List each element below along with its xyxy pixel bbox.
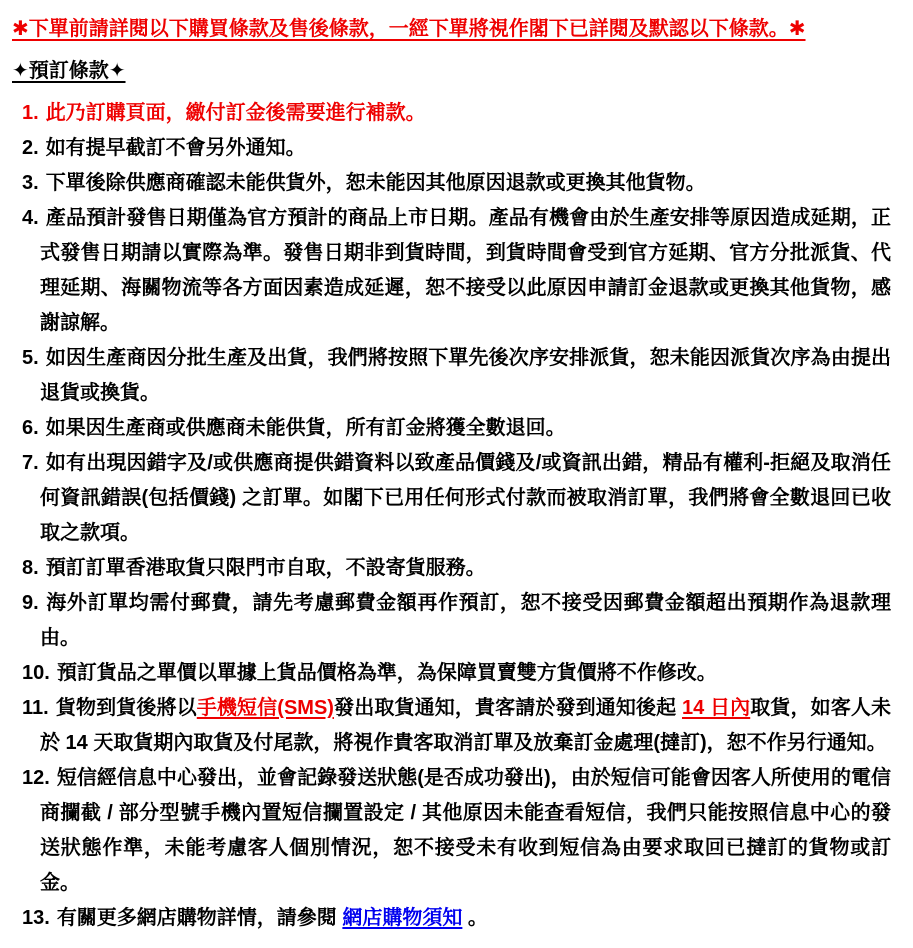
term-item-11 (12, 691, 891, 761)
item-number: 2. (22, 137, 39, 159)
sms-notice-highlight: 手機短信(SMS) (196, 697, 334, 719)
item-text-mid: 發出取貨通知，貴客請於發到通知後起 (333, 697, 683, 719)
item-text-pre: 貨物到貨後將以 (55, 697, 197, 719)
item-text: 下單後除供應商確認未能供貨外，恕未能因其他原因退款或更換其他貨物。 (45, 172, 706, 194)
item-number: 9. (22, 592, 39, 614)
item-number: 6. (22, 417, 39, 439)
term-item-3 (12, 166, 891, 201)
item-text: 如因生產商因分批生產及出貨，我們將按照下單先後次序安排派貨，恕未能因派貨次序為由提出退貨或換貨。 (40, 347, 891, 404)
term-item-1 (12, 96, 891, 131)
item-number: 3. (22, 172, 39, 194)
item-text: 預訂訂單香港取貨只限門市自取，不設寄貨服務。 (45, 557, 486, 579)
term-item-4 (12, 201, 891, 341)
preorder-terms-title: ✦預訂條款✦ (12, 60, 126, 82)
item-text: 海外訂單均需付郵費，請先考慮郵費金額再作預訂，恕不接受因郵費金額超出預期作為退款理由。 (40, 592, 891, 649)
item-number: 12. (22, 767, 50, 789)
item-text: 此乃訂購頁面，繳付訂金後需要進行補款。 (45, 102, 426, 124)
purchase-notice-header (12, 12, 891, 47)
item-text: 如果因生產商或供應商未能供貨，所有訂金將獲全數退回。 (45, 417, 566, 439)
terms-list (12, 96, 891, 936)
term-item-12 (12, 761, 891, 901)
term-item-2 (12, 131, 891, 166)
term-item-7 (12, 446, 891, 551)
item-number: 11. (22, 697, 49, 719)
item-number: 7. (22, 452, 39, 474)
item-text: 產品預計發售日期僅為官方預計的商品上市日期。產品有機會由於生產安排等原因造成延期，正式發售日期請以實際為準。發售日期非到貨時間，到貨時間會受到官方延期、官方分批派貨、代理延期、海關物流等各方面因素造成延遲，恕不接受以此原因申請訂金退款或更換其他貨物，感謝諒解。 (40, 207, 891, 334)
pickup-days-highlight: 14 日內 (682, 697, 751, 719)
item-text: 如有提早截訂不會另外通知。 (45, 137, 306, 159)
item-number: 5. (22, 347, 39, 369)
preorder-terms-page (12, 12, 891, 936)
term-item-5 (12, 341, 891, 411)
term-item-9 (12, 586, 891, 656)
item-number: 4. (22, 207, 39, 229)
term-item-10 (12, 656, 891, 691)
item-number: 10. (22, 662, 50, 684)
item-text-post: 。 (462, 907, 488, 929)
item-text: 短信經信息中心發出，並會記錄發送狀態(是否成功發出)，由於短信可能會因客人所使用的電信商攔截 / 部分型號手機內置短信攔置設定 / 其他原因未能查看短信，我們只能按照信息中心的發送狀態作準，未能考慮客人個別情況，恕不接受未有收到短信為由要求取回已撻訂的貨物或訂金。 (40, 767, 891, 894)
section-title-row (12, 54, 891, 89)
item-text-post: 取貨，如客人未於 14 天取貨期內取貨及付尾款，將視作貴客取消訂單及放棄訂金處理(撻訂)，恕不作另行通知。 (40, 697, 892, 754)
item-text-pre: 有關更多網店購物詳情，請參閱 (56, 907, 343, 929)
item-text: 預訂貨品之單價以單據上貨品價格為準，為保障買賣雙方貨價將不作修改。 (56, 662, 717, 684)
purchase-notice-text: ✱下單前請詳閱以下購買條款及售後條款，一經下單將視作閣下已詳閱及默認以下條款。✱ (12, 18, 806, 40)
shop-guide-link[interactable]: 網店購物須知 (342, 907, 463, 929)
item-number: 8. (22, 557, 39, 579)
term-item-6 (12, 411, 891, 446)
term-item-13 (12, 901, 891, 936)
item-number: 13. (22, 907, 50, 929)
term-item-8 (12, 551, 891, 586)
item-number: 1. (22, 102, 39, 124)
item-text: 如有出現因錯字及/或供應商提供錯資料以致產品價錢及/或資訊出錯，精品有權利-拒絕及取消任何資訊錯誤(包括價錢) 之訂單。如閣下已用任何形式付款而被取消訂單，我們將會全數退回已收取之款項。 (40, 452, 891, 544)
